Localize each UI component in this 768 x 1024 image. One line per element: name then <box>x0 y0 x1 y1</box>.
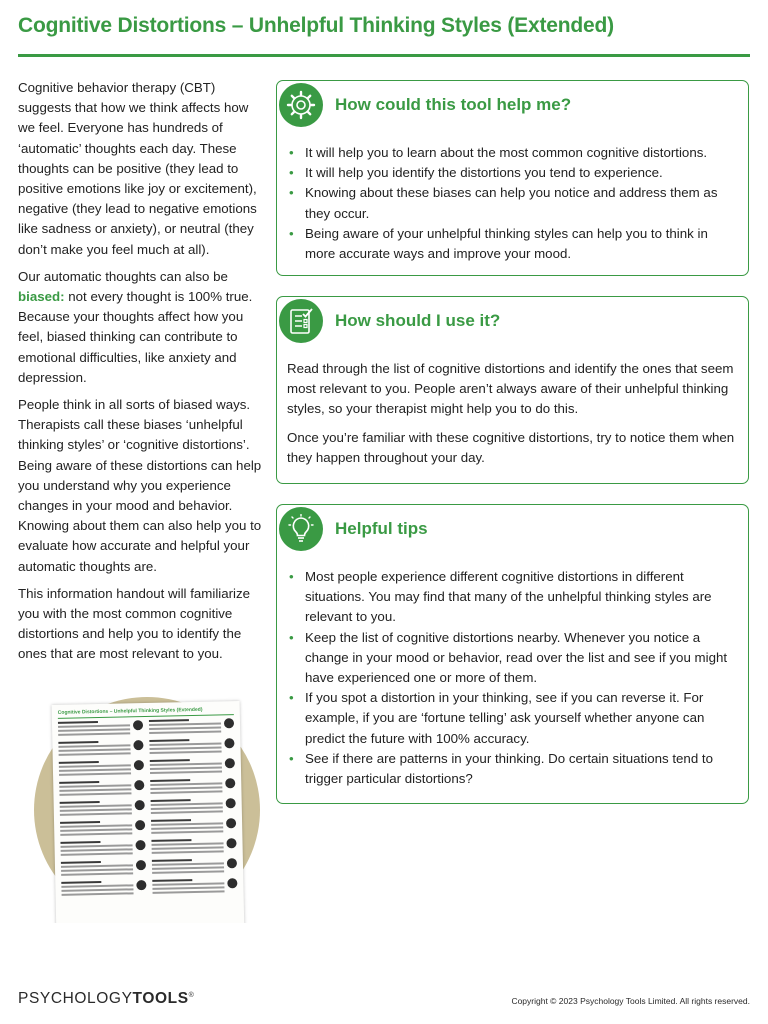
list-item: • If you spot a distortion in your thinking, see if you can reverse it. For example, if you are ‘fortune telling’ ask yourself whether anyone can predict the future with 100% accuracy. <box>287 688 738 749</box>
page-title: Cognitive Distortions – Unhelpful Thinking Styles (Extended) <box>18 14 614 37</box>
preview-entry <box>59 760 144 778</box>
preview-entry-icon <box>224 738 234 748</box>
intro-paragraph-2 <box>18 267 262 388</box>
preview-entry <box>59 780 144 798</box>
intro-column <box>18 78 262 672</box>
preview-entry <box>149 738 234 756</box>
card-body <box>287 567 738 789</box>
preview-column <box>58 720 147 902</box>
list-item: • It will help you identify the distortions you tend to experience. <box>287 163 738 183</box>
preview-entry <box>60 840 145 858</box>
list-item: • Most people experience different cognitive distortions in different situations. You may find that many of the unhelpful thinking styles are relevant to you. <box>287 567 738 628</box>
preview-entry <box>150 778 235 796</box>
preview-entry <box>149 718 234 736</box>
copyright-notice: Copyright © 2023 Psychology Tools Limited. All rights reserved. <box>511 996 750 1006</box>
preview-entry-icon <box>226 818 236 828</box>
intro-paragraph-4: This information handout will familiarize you with the most common cognitive distortions and help you to identify the ones that are most relevant to you. <box>18 585 251 662</box>
preview-entry <box>151 798 236 816</box>
list-item: • Knowing about these biases can help you notice and address them as they occur. <box>287 183 738 223</box>
preview-entry-icon <box>136 860 146 870</box>
preview-columns <box>58 718 238 902</box>
preview-entry-icon <box>135 840 145 850</box>
title-divider <box>18 54 750 57</box>
preview-entry-icon <box>227 858 237 868</box>
logo-word-1: PSYCHOLOGY <box>18 990 133 1007</box>
card-heading: How should I use it? <box>335 311 501 330</box>
registered-mark: ® <box>188 991 195 999</box>
logo-word-2: TOOLS <box>132 990 189 1007</box>
preview-entry-icon <box>225 758 235 768</box>
psychology-tools-logo <box>18 990 194 1008</box>
biased-highlight: biased: <box>18 289 65 305</box>
intro-p2-start: Our automatic thoughts can also be <box>18 268 228 284</box>
preview-entry <box>150 758 235 776</box>
gear-icon <box>279 83 323 127</box>
preview-document <box>52 701 245 923</box>
preview-entry-icon <box>135 820 145 830</box>
preview-entry-icon <box>134 780 144 790</box>
use-paragraph-2: Once you’re familiar with these cognitive distortions, try to notice them when they happen throughout your day. <box>287 429 735 465</box>
preview-entry <box>58 720 143 738</box>
preview-entry-icon <box>135 800 145 810</box>
preview-entry <box>61 880 146 898</box>
intro-paragraph-1: Cognitive behavior therapy (CBT) suggests that how we think affects how we feel. Everyone has hundreds of ‘automatic’ thoughts each day. These thoughts can be positive (they lead to positive emotions like joy or excitement), negative (they lead to negative emotions like sadness or anxiety), or neutral (they don’t make you feel much at all). <box>18 80 257 257</box>
preview-entry-icon <box>227 878 237 888</box>
list-item: • It will help you to learn about the most common cognitive distortions. <box>287 143 738 163</box>
preview-entry-icon <box>226 838 236 848</box>
preview-entry-icon <box>133 720 143 730</box>
card-how-could-this-help <box>276 80 749 276</box>
preview-column <box>149 718 238 900</box>
preview-entry <box>151 818 236 836</box>
card-heading: Helpful tips <box>335 519 428 538</box>
preview-entry <box>152 878 237 896</box>
preview-entry-icon <box>133 740 143 750</box>
list-item: • Keep the list of cognitive distortions nearby. Whenever you notice a change in your mood or behavior, read over the list and see if you might have experienced one or more of them. <box>287 628 738 689</box>
card-how-should-i-use-it <box>276 296 749 484</box>
preview-entry-icon <box>224 718 234 728</box>
lightbulb-icon <box>279 507 323 551</box>
preview-entry <box>58 740 143 758</box>
preview-entry <box>61 860 146 878</box>
preview-entry-icon <box>134 760 144 770</box>
preview-entry <box>60 820 145 838</box>
list-item: • Being aware of your unhelpful thinking styles can help you to think in more accurate ways and improve your mood. <box>287 224 738 264</box>
list-item: • See if there are patterns in your thinking. Do certain situations tend to trigger particular distortions? <box>287 749 738 789</box>
preview-entry <box>60 800 145 818</box>
intro-paragraph-3: People think in all sorts of biased ways. Therapists call these biases ‘unhelpful thinking styles’ or ‘cognitive distortions’. Being aware of these distortions can help you understand why you experience changes in your mood and behavior. Knowing about them can also help you to evaluate how accurate and helpful your automatic thoughts are. <box>18 397 262 574</box>
preview-entry-icon <box>136 880 146 890</box>
preview-entry <box>151 838 236 856</box>
checklist-icon <box>279 299 323 343</box>
card-body <box>287 143 738 264</box>
card-helpful-tips <box>276 504 749 804</box>
use-paragraph-1: Read through the list of cognitive distortions and identify the ones that seem most relevant to you. People aren’t always aware of their unhelpful thinking styles, so your therapist might help you to do this. <box>287 361 734 417</box>
preview-entry <box>152 858 237 876</box>
worksheet-preview-image <box>34 697 260 923</box>
card-body <box>287 359 738 476</box>
preview-entry-icon <box>225 778 235 788</box>
preview-entry-icon <box>226 798 236 808</box>
intro-p2-end: not every thought is 100% true. Because your thoughts affect how you feel, biased thinking can contribute to emotional difficulties, like anxiety and depression. <box>18 289 253 385</box>
preview-title: Cognitive Distortions – Unhelpful Thinking Styles (Extended) <box>57 706 203 716</box>
card-heading: How could this tool help me? <box>335 95 572 114</box>
